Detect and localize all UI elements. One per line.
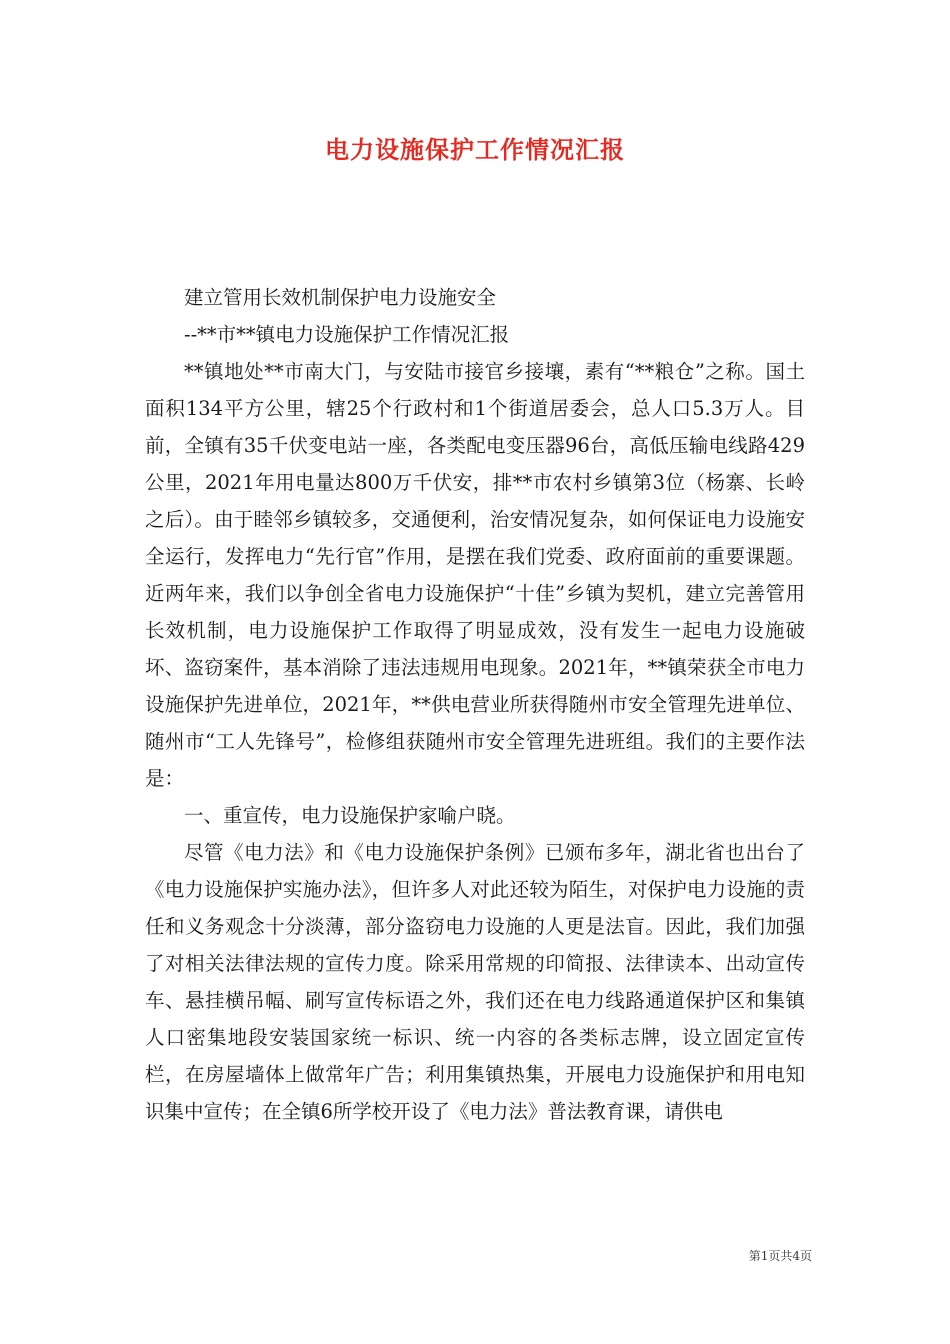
section-heading-1: 一、重宣传，电力设施保护家喻户晓。 (184, 804, 516, 827)
page-number-footer: 第1页共4页 (748, 1249, 812, 1263)
paragraph-publicity: 尽管《电力法》和《电力设施保护条例》已颁布多年，湖北省也出台了《电力设施保护实施办法》，但许多人对此还较为陌生，对保护电力设施的责任和义务观念十分淡薄，部分盗窃电力设施的人更是法盲。因此，我们加强了对相关法律法规的宣传力度。除采用常规的印简报、法律读本、出动宣传车、悬挂横吊幅、刷写宣传标语之外，我们还在电力线路通道保护区和集镇人口密集地段安装国家统一标识、统一内容的各类标志牌，设立固定宣传栏，在房屋墙体上做常年广告；利用集镇热集，开展电力设施保护和用电知识集中宣传；在全镇6所学校开设了《电力法》普法教育课，请供电 (145, 841, 805, 1123)
document-body (145, 279, 805, 1130)
subtitle-line-2: --**市**镇电力设施保护工作情况汇报 (184, 323, 510, 346)
subtitle: 建立管用长效机制保护电力设施安全 (184, 286, 497, 309)
page-title: 电力设施保护工作情况汇报 (325, 136, 625, 164)
paragraph-intro: **镇地处**市南大门，与安陆市接官乡接壤，素有“**粮仓”之称。国土面积134平方公里，辖25个行政村和1个街道居委会，总人口5.3万人。目前，全镇有35千伏变电站一座，各类配电变压器96台，高低压输电线路429公里，2021年用电量达800万千伏安，排**市农村乡镇第3位（杨寨、长岭之后）。由于睦邻乡镇较多，交通便利，治安情况复杂，如何保证电力设施安全运行，发挥电力“先行官”作用，是摆在我们党委、政府面前的重要课题。近两年来，我们以争创全省电力设施保护“十佳”乡镇为契机，建立完善管用长效机制，电力设施保护工作取得了明显成效，没有发生一起电力设施破坏、盗窃案件，基本消除了违法违规用电现象。2021年，**镇荣获全市电力设施保护先进单位，2021年，**供电营业所获得随州市安全管理先进单位、随州市“工人先锋号”，检修组获随州市安全管理先进班组。我们的主要作法是： (145, 360, 805, 790)
